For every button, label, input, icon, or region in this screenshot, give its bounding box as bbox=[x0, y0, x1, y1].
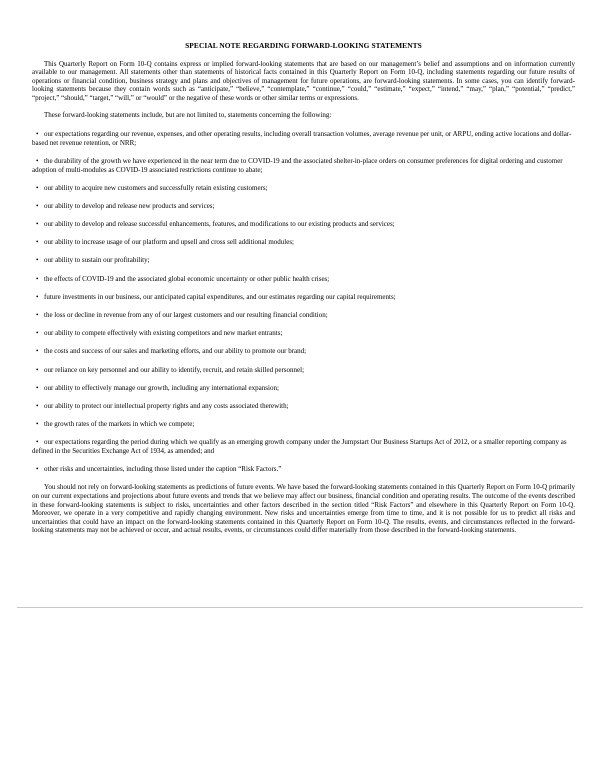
list-item bbox=[32, 130, 575, 147]
list-item-text: our ability to sustain our profitability; bbox=[44, 256, 150, 265]
bullet-icon: • bbox=[36, 220, 39, 229]
list-item bbox=[32, 347, 575, 356]
list-item-text: the growth rates of the markets in which we compete; bbox=[44, 420, 195, 429]
list-item-text: our expectations regarding our revenue, expenses, and other operating results, including overall transaction volumes, average revenue per unit, or ARPU, ending active locations and dollar-based net revenue retention, or NRR; bbox=[32, 130, 572, 147]
intro-paragraph: This Quarterly Report on Form 10-Q contains express or implied forward-looking statements that are based on our management’s belief and assumptions and on information currently available to our management. All statements other than statements of historical facts contained in this Quarterly Report on Form 10-Q, including statements regarding our future results of operations or financial condition, business strategy and plans and objectives of management for future operations, are forward-looking statements. In some cases, you can identify forward-looking statements because they contain words such as “anticipate,” “believe,” “contemplate,” “continue,” “could,” “estimate,” “expect,” “intend,” “may,” “plan,” “potential,” “predict,” “project,” “should,” “target,” “will,” or “would” or the negative of these words or other similar terms or expressions. bbox=[32, 59, 575, 102]
bullet-icon: • bbox=[36, 465, 39, 474]
list-item bbox=[32, 256, 575, 265]
list-item-text: the durability of the growth we have experienced in the near term due to COVID-19 and the associated shelter-in-place orders on consumer preferences for digital ordering and customer adoption of multi-modules as COVID-19 associated restrictions continue to abate; bbox=[32, 156, 563, 174]
bullet-icon: • bbox=[36, 347, 39, 356]
list-item-text: the effects of COVID-19 and the associated global economic uncertainty or other public health crises; bbox=[44, 274, 330, 283]
bullet-list bbox=[32, 130, 575, 474]
list-item bbox=[32, 220, 575, 229]
list-item-text: our ability to acquire new customers and successfully retain existing customers; bbox=[44, 183, 268, 192]
bullet-icon: • bbox=[36, 274, 39, 283]
page-heading: SPECIAL NOTE REGARDING FORWARD-LOOKING STATEMENTS bbox=[185, 41, 422, 50]
list-item bbox=[32, 202, 575, 211]
list-item bbox=[32, 465, 575, 474]
list-item bbox=[32, 157, 575, 174]
list-item bbox=[32, 184, 575, 193]
bullet-icon: • bbox=[36, 401, 39, 410]
bullet-icon: • bbox=[36, 329, 39, 338]
list-item-text: the loss or decline in revenue from any of our largest customers and our resulting financial condition; bbox=[44, 311, 328, 320]
bullet-icon: • bbox=[36, 156, 39, 165]
list-item bbox=[32, 275, 575, 284]
list-item bbox=[32, 293, 575, 302]
document-page bbox=[32, 42, 575, 535]
list-item bbox=[32, 329, 575, 338]
list-item bbox=[32, 366, 575, 375]
bullet-icon: • bbox=[36, 238, 39, 247]
list-item-text: our expectations regarding the period during which we qualify as an emerging growth company under the Jumpstart Our Business Startups Act of 2012, or a smaller reporting company as defined in the Securities Exchange Act of 1934, as amended; and bbox=[32, 438, 567, 455]
list-item-text: our reliance on key personnel and our ability to identify, recruit, and retain skilled personnel; bbox=[44, 365, 305, 374]
list-item bbox=[32, 402, 575, 411]
bullet-icon: • bbox=[36, 201, 39, 210]
list-item bbox=[32, 420, 575, 429]
bullet-icon: • bbox=[36, 183, 39, 192]
bullet-icon: • bbox=[36, 292, 39, 301]
list-item bbox=[32, 384, 575, 393]
list-item-text: our ability to compete effectively with existing competitors and new market entrants; bbox=[44, 329, 283, 338]
bullet-icon: • bbox=[36, 256, 39, 265]
list-intro: These forward-looking statements include, but are not limited to, statements concerning the following: bbox=[44, 110, 332, 119]
list-item-text: our ability to effectively manage our growth, including any international expansion; bbox=[44, 383, 279, 392]
list-item-text: our ability to protect our intellectual property rights and any costs associated therewith; bbox=[44, 401, 289, 410]
bullet-icon: • bbox=[36, 438, 39, 447]
bullet-icon: • bbox=[36, 365, 39, 374]
bullet-icon: • bbox=[36, 420, 39, 429]
list-item-text: the costs and success of our sales and marketing efforts, and our ability to promote our brand; bbox=[44, 347, 307, 356]
list-item bbox=[32, 438, 575, 455]
bullet-icon: • bbox=[36, 130, 39, 139]
closing-paragraph: You should not rely on forward-looking statements as predictions of future events. We have based the forward-looking statements contained in this Quarterly Report on Form 10-Q primarily on our current expectations and projections about future events and trends that we believe may affect our business, financial condition and operating results. The outcome of the events described in these forward-looking statements is subject to risks, uncertainties and other factors described in the section titled “Risk Factors” and elsewhere in this Quarterly Report on Form 10-Q. Moreover, we operate in a very competitive and rapidly changing environment. New risks and uncertainties emerge from time to time, and it is not possible for us to predict all risks and uncertainties that could have an impact on the forward-looking statements contained in this Quarterly Report on Form 10-Q. The results, events, and circumstances reflected in the forward-looking statements may not be achieved or occur, and actual results, events, or circumstances could differ materially from those described in the forward-looking statements. bbox=[32, 483, 575, 535]
list-item bbox=[32, 311, 575, 320]
list-item-text: our ability to develop and release new products and services; bbox=[44, 201, 215, 210]
list-item-text: other risks and uncertainties, including those listed under the caption “Risk Factors.” bbox=[44, 465, 282, 474]
bullet-icon: • bbox=[36, 383, 39, 392]
list-item bbox=[32, 238, 575, 247]
list-item-text: our ability to develop and release successful enhancements, features, and modifications to our existing products and services; bbox=[44, 220, 395, 229]
page-divider bbox=[17, 607, 583, 608]
bullet-icon: • bbox=[36, 311, 39, 320]
list-item-text: future investments in our business, our anticipated capital expenditures, and our estimates regarding our capital requirements; bbox=[44, 292, 396, 301]
list-item-text: our ability to increase usage of our platform and upsell and cross sell additional modules; bbox=[44, 238, 294, 247]
